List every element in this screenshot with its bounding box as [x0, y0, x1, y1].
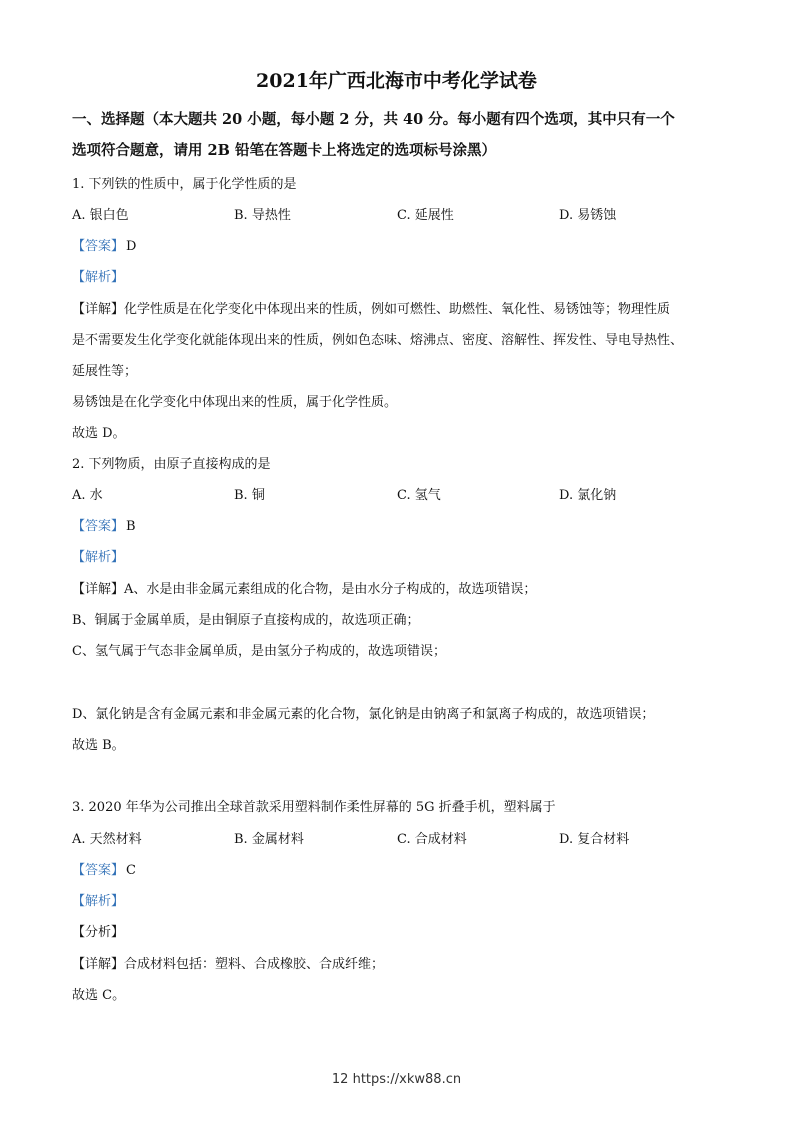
q3-option-d: D. 复合材料 [559, 832, 630, 847]
page-footer: 12 https://xkw88.cn [331, 1072, 462, 1087]
q2-detail-d: D、氯化钠是含有金属元素和非金属元素的化合物，氯化钠是由钠离子和氯离子构成的，故选项错误； [72, 707, 655, 722]
q2-detail-a-text: A、水是由非金属元素组成的化合物，是由水分子构成的，故选项错误； [124, 582, 537, 597]
q3-option-a: A. 天然材料 [72, 832, 142, 847]
q1-detail-line3: 延展性等； [72, 364, 138, 379]
section-heading-line1: 一、选择题（本大题共 20 小题，每小题 2 分，共 40 分。每小题有四个选项，其中只有一个 [72, 111, 675, 128]
q2-answer-value: B [126, 519, 136, 534]
q3-analysis [72, 890, 124, 909]
q1-answer [72, 235, 136, 254]
analysis-label: 【解析】 [72, 894, 125, 909]
q2-detail-b: B、铜属于金属单质，是由铜原子直接构成的，故选项正确； [72, 613, 420, 628]
q2-detail-a [72, 578, 536, 597]
q3-answer [72, 859, 136, 878]
q1-conclusion: 故选 D。 [72, 426, 126, 441]
detail-label: 【详解】 [72, 582, 125, 597]
q2-stem: 2. 下列物质，由原子直接构成的是 [72, 457, 271, 472]
q1-extra: 易锈蚀是在化学变化中体现出来的性质，属于化学性质。 [72, 395, 398, 410]
q3-detail-text: 合成材料包括：塑料、合成橡胶、合成纤维； [124, 957, 385, 972]
detail-label: 【详解】 [72, 302, 125, 317]
q1-option-b: B. 导热性 [234, 208, 291, 223]
q1-detail-line2: 是不需要发生化学变化就能体现出来的性质，例如色态味、熔沸点、密度、溶解性、挥发性、导电导热性、 [72, 333, 684, 348]
q3-conclusion: 故选 C。 [72, 988, 126, 1003]
q2-detail-c: C、氢气属于气态非金属单质，是由氢分子构成的，故选项错误； [72, 644, 446, 659]
answer-label: 【答案】 [72, 239, 125, 254]
q2-option-d: D. 氯化钠 [559, 488, 617, 503]
q1-option-c: C. 延展性 [397, 208, 454, 223]
q3-detail [72, 953, 384, 972]
q2-conclusion: 故选 B。 [72, 738, 125, 753]
q1-option-d: D. 易锈蚀 [559, 208, 617, 223]
q3-option-c: C. 合成材料 [397, 832, 467, 847]
q1-detail-line1 [72, 298, 670, 317]
q2-analysis [72, 546, 124, 565]
page-title: 2021年广西北海市中考化学试卷 [256, 70, 537, 92]
q3-answer-value: C [126, 863, 136, 878]
analysis-label: 【解析】 [72, 270, 125, 285]
q3-option-b: B. 金属材料 [234, 832, 304, 847]
q3-fenxi: 【分析】 [72, 925, 125, 940]
detail-label: 【详解】 [72, 957, 125, 972]
q1-stem: 1. 下列铁的性质中，属于化学性质的是 [72, 177, 297, 192]
q2-answer [72, 515, 136, 534]
q1-option-a: A. 银白色 [72, 208, 129, 223]
answer-label: 【答案】 [72, 519, 125, 534]
q1-detail-text1: 化学性质是在化学变化中体现出来的性质，例如可燃性、助燃性、氧化性、易锈蚀等；物理性质 [124, 302, 671, 317]
section-heading-line2: 选项符合题意，请用 2B 铅笔在答题卡上将选定的选项标号涂黑） [72, 142, 496, 159]
answer-label: 【答案】 [72, 863, 125, 878]
q1-analysis [72, 266, 124, 285]
q1-answer-value: D [126, 239, 137, 254]
analysis-label: 【解析】 [72, 550, 125, 565]
q2-option-c: C. 氢气 [397, 488, 441, 503]
q3-stem: 3. 2020 年华为公司推出全球首款采用塑料制作柔性屏幕的 5G 折叠手机，塑料属于 [72, 800, 556, 815]
q2-option-b: B. 铜 [234, 488, 265, 503]
q2-option-a: A. 水 [72, 488, 103, 503]
